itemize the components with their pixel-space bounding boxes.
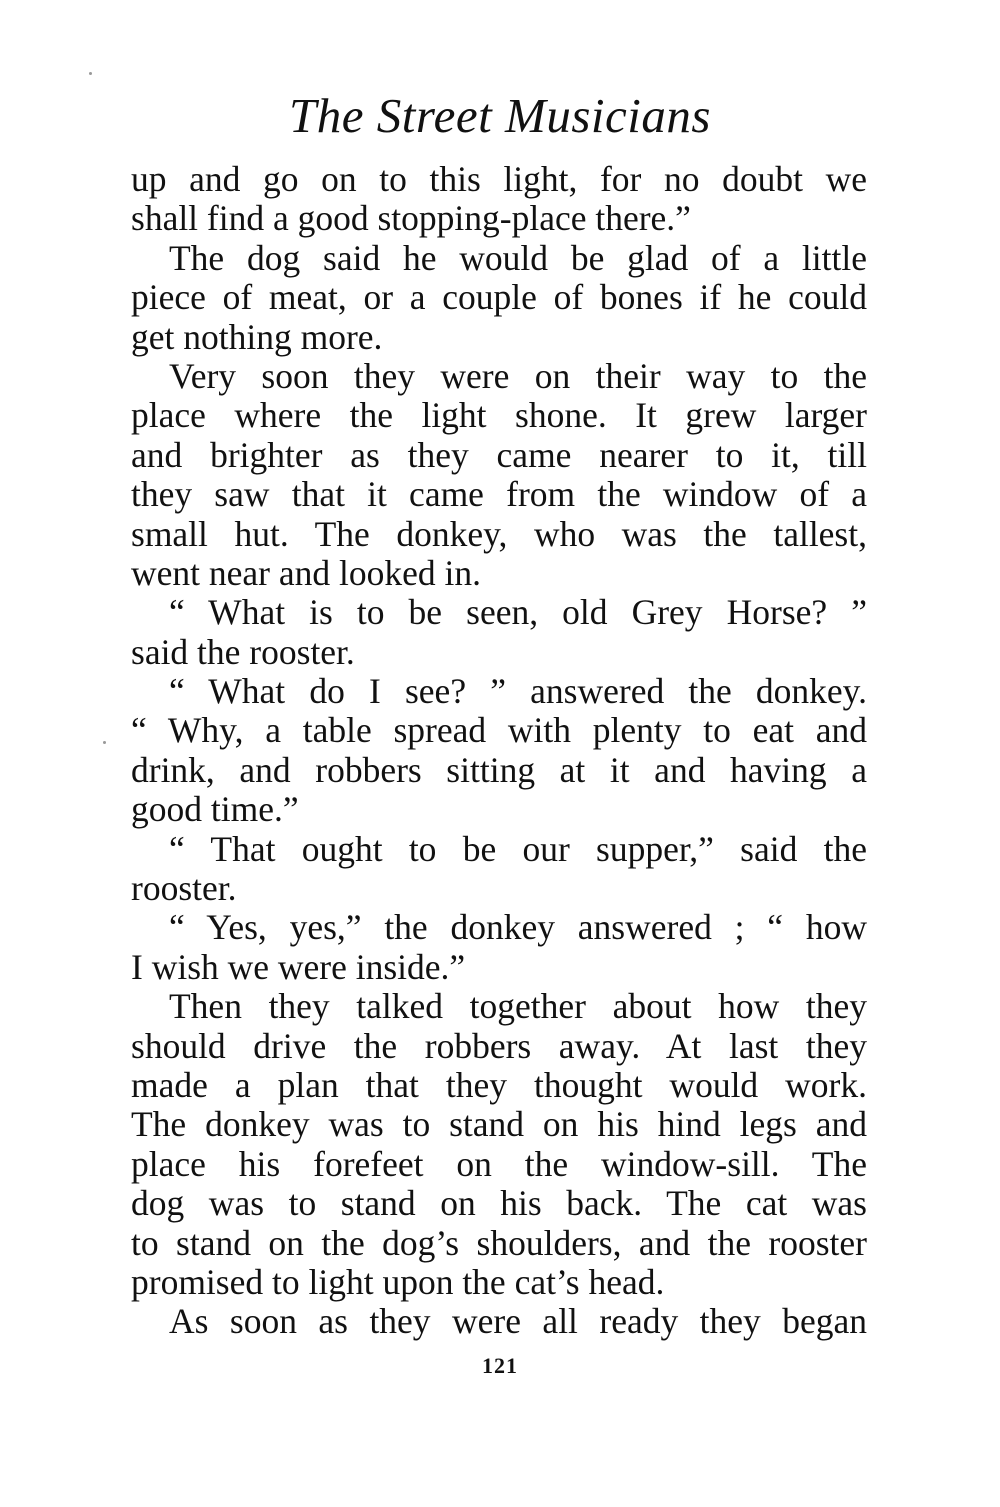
text-line: piece of meat, or a couple of bones if he could — [131, 277, 867, 318]
text-line: “ What is to be seen, old Grey Horse? ” — [169, 592, 867, 633]
text-line: “ Yes, yes,” the donkey answered ; “ how — [169, 907, 867, 948]
text-line: get nothing more. — [131, 316, 383, 357]
page-number: 121 — [482, 1353, 518, 1378]
text-line: The dog said he would be glad of a little — [169, 237, 867, 278]
text-line: drink, and robbers sitting at it and having a — [131, 749, 867, 790]
text-line: went near and looked in. — [131, 552, 481, 593]
print-speck — [89, 72, 92, 75]
text-line: place his forefeet on the window-sill. The — [131, 1143, 867, 1184]
text-line: As soon as they were all ready they began — [169, 1301, 867, 1342]
text-line: dog was to stand on his back. The cat was — [131, 1183, 867, 1224]
text-line: promised to light upon the cat’s head. — [131, 1261, 665, 1302]
text-line: The donkey was to stand on his hind legs and — [131, 1104, 867, 1145]
text-line: I wish we were inside.” — [131, 946, 466, 987]
text-line: rooster. — [131, 868, 237, 909]
text-line: and brighter as they came nearer to it, till — [131, 434, 867, 475]
text-line: made a plan that they thought would work. — [131, 1064, 867, 1105]
text-line: “ That ought to be our supper,” said the — [169, 828, 867, 869]
text-line: they saw that it came from the window of a — [131, 474, 867, 515]
text-line: shall find a good stopping-place there.” — [131, 198, 691, 239]
text-line: small hut. The donkey, who was the tallest, — [131, 513, 867, 554]
text-line: to stand on the dog’s shoulders, and the rooster — [131, 1222, 867, 1263]
text-line: place where the light shone. It grew larger — [131, 395, 867, 436]
text-line: Then they talked together about how they — [169, 986, 867, 1027]
text-line: “ Why, a table spread with plenty to eat and — [131, 710, 867, 751]
text-line: should drive the robbers away. At last they — [131, 1025, 867, 1066]
text-line: “ What do I see? ” answered the donkey. — [169, 671, 867, 712]
body-text — [131, 160, 867, 1342]
print-speck — [103, 741, 106, 744]
running-head-title: The Street Musicians — [289, 88, 711, 143]
text-line: up and go on to this light, for no doubt we — [131, 159, 867, 199]
text-line: Very soon they were on their way to the — [169, 355, 867, 396]
text-line: said the rooster. — [131, 631, 355, 672]
text-line: good time.” — [131, 789, 299, 830]
